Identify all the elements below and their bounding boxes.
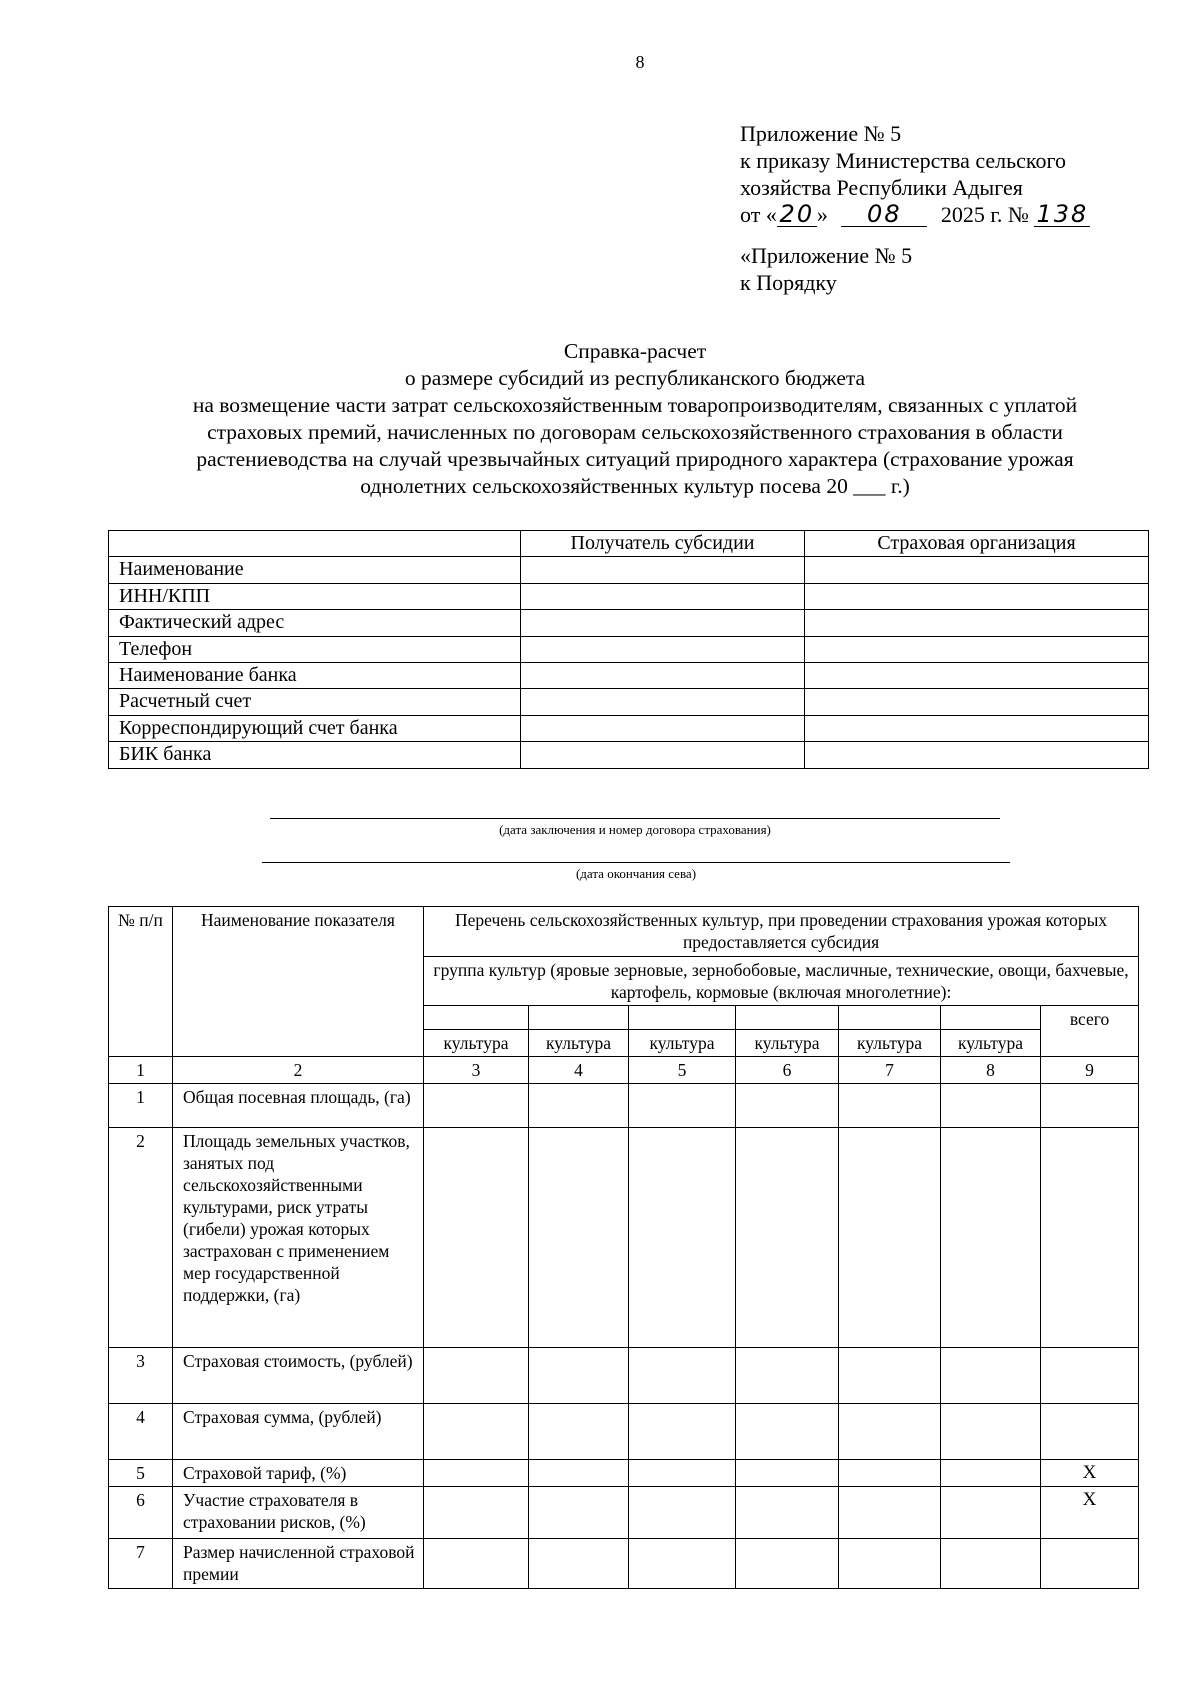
insurer-cell[interactable]: [805, 557, 1149, 583]
table-row: 1 Общая посевная площадь, (га): [109, 1084, 1139, 1128]
table-row: [109, 689, 1149, 715]
insurer-cell[interactable]: [805, 610, 1149, 636]
insurer-cell[interactable]: [805, 715, 1149, 741]
table-row: [109, 662, 1149, 688]
row-label: Телефон: [109, 636, 521, 662]
insurer-cell[interactable]: [805, 636, 1149, 662]
order-day: 20: [777, 202, 817, 227]
table-row: 6 Участие страхователя в страховании рисков, (%) Х: [109, 1487, 1139, 1539]
appendix-block: [740, 120, 1090, 296]
culture-header: культура: [529, 1030, 629, 1057]
row-label: Расчетный счет: [109, 689, 521, 715]
indicator-name: Площадь земельных участков, занятых под сельскохозяйственными культурами, риск утраты (гибели) урожая которых застрахован с применением мер государственной поддержки, (га): [173, 1128, 424, 1348]
crop-group-header: группа культур (яровые зерновые, зернобобовые, масличные, технические, овощи, бахчевые, картофель, кормовые (включая многолетние):: [424, 957, 1139, 1006]
indicator-name: Размер начисленной страховой премии: [173, 1539, 424, 1589]
insurer-cell[interactable]: [805, 742, 1149, 768]
table-row: 4 Страховая сумма, (рублей): [109, 1404, 1139, 1460]
recipient-cell[interactable]: [521, 557, 805, 583]
row-label: БИК банка: [109, 742, 521, 768]
insurer-header: Страховая организация: [805, 531, 1149, 557]
appendix-line-1: Приложение № 5: [740, 121, 902, 146]
appendix-line-6: к Порядку: [740, 270, 837, 295]
indicator-header: Наименование показателя: [173, 907, 424, 1057]
column-numbers-row: 1 2 3 4 5 6 7 8 9: [109, 1057, 1139, 1084]
table-row: 3 Страховая стоимость, (рублей): [109, 1348, 1139, 1404]
party-table-header: [109, 531, 1149, 557]
table-row: [109, 636, 1149, 662]
total-header: всего: [1041, 1006, 1139, 1057]
row-label: Наименование: [109, 557, 521, 583]
insurer-cell[interactable]: [805, 662, 1149, 688]
order-month: 08: [841, 202, 927, 227]
appendix-line-2: к приказу Министерства сельского: [740, 148, 1066, 173]
culture-header: культура: [629, 1030, 736, 1057]
indicator-name: Участие страхователя в страховании рисков, (%): [173, 1487, 424, 1539]
sowing-line[interactable]: [262, 862, 1010, 863]
recipient-cell[interactable]: [521, 715, 805, 741]
indicator-name: Страховая стоимость, (рублей): [173, 1348, 424, 1404]
culture-header: культура: [424, 1030, 529, 1057]
contract-line[interactable]: [270, 818, 1000, 819]
recipient-cell[interactable]: [521, 689, 805, 715]
table-row: [109, 742, 1149, 768]
culture-header: культура: [736, 1030, 839, 1057]
party-table: [108, 530, 1149, 769]
appendix-line-5: «Приложение № 5: [740, 243, 913, 268]
recipient-cell[interactable]: [521, 610, 805, 636]
appendix-date-line: от « 20 » 08 2025 г. № 138: [740, 201, 1090, 228]
table-row: 5 Страховой тариф, (%) Х: [109, 1460, 1139, 1487]
culture-header: культура: [941, 1030, 1041, 1057]
row-label: Наименование банка: [109, 662, 521, 688]
table-row: 2 Площадь земельных участков, занятых под сельскохозяйственными культурами, риск утраты (гибели) урожая которых застрахован с применением мер государственной поддержки, (га): [109, 1128, 1139, 1348]
calculation-table: [108, 906, 1139, 1589]
appendix-line-3: хозяйства Республики Адыгея: [740, 175, 1023, 200]
table-row: 7 Размер начисленной страховой премии: [109, 1539, 1139, 1589]
recipient-cell[interactable]: [521, 636, 805, 662]
order-number: 138: [1034, 202, 1090, 227]
table-row: [109, 557, 1149, 583]
page-number: 8: [635, 52, 645, 72]
culture-header: культура: [839, 1030, 941, 1057]
insurer-cell[interactable]: [805, 583, 1149, 609]
indicator-name: Страховая сумма, (рублей): [173, 1404, 424, 1460]
recipient-cell[interactable]: [521, 583, 805, 609]
row-label: Фактический адрес: [109, 610, 521, 636]
recipient-cell[interactable]: [521, 742, 805, 768]
insurer-cell[interactable]: [805, 689, 1149, 715]
indicator-name: Страховой тариф, (%): [173, 1460, 424, 1487]
table-row: [109, 715, 1149, 741]
num-header: № п/п: [109, 907, 173, 1057]
table-row: [109, 610, 1149, 636]
row-label: ИНН/КПП: [109, 583, 521, 609]
sowing-caption: (дата окончания сева): [575, 866, 697, 881]
recipient-cell[interactable]: [521, 662, 805, 688]
not-applicable-mark: Х: [1041, 1487, 1139, 1539]
crops-list-header: Перечень сельскохозяйственных культур, при проведении страхования урожая которых предоставляется субсидия: [424, 907, 1139, 957]
recipient-header: Получатель субсидии: [521, 531, 805, 557]
table-row: [109, 583, 1149, 609]
row-label: Корреспондирующий счет банка: [109, 715, 521, 741]
indicator-name: Общая посевная площадь, (га): [173, 1084, 424, 1128]
contract-caption: (дата заключения и номер договора страхования): [499, 822, 771, 837]
document-title: Справка-расчет о размере субсидий из республиканского бюджета на возмещение части затрат сельскохозяйственным товаропроизводителям, связанных с уплатой страховых премий, начисленных по договорам сельскохозяйственного страхования в области растениеводства на случай чрезвычайных ситуаций природного характера (страхование урожая однолетних сельскохозяйственных культур посева 20 ___ г.): [192, 339, 1078, 498]
not-applicable-mark: Х: [1041, 1460, 1139, 1487]
